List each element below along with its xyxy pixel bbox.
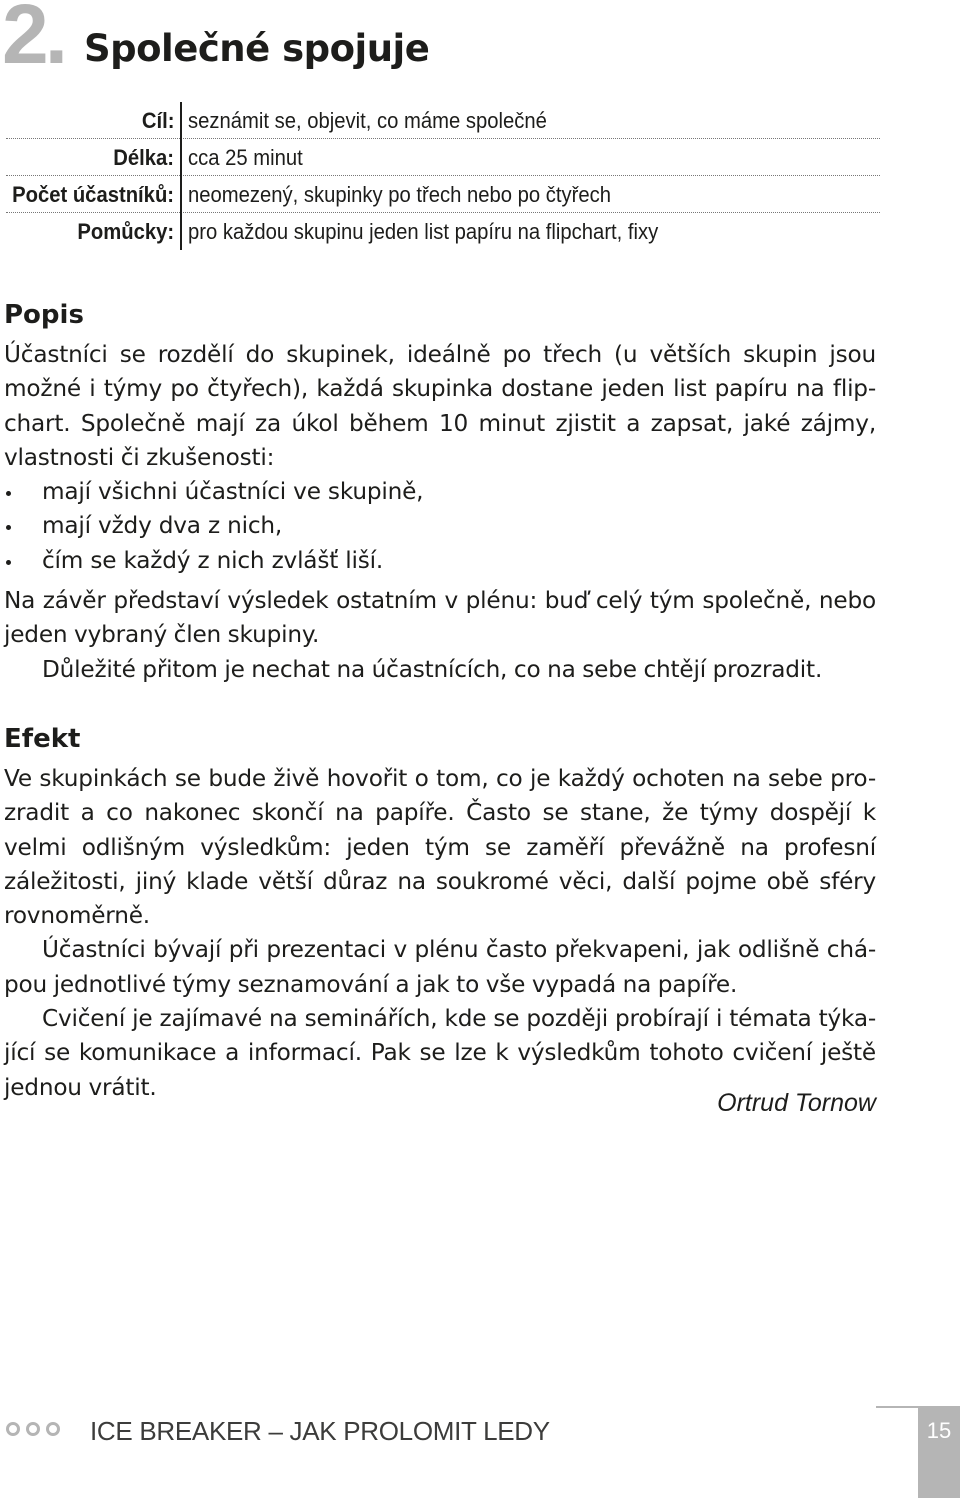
activity-meta [0,102,880,250]
paragraph: Důležité přitom je nechat na účastnících, co na sebe chtějí prozradit. [42,655,823,683]
meta-value: neomezený, skupinky po třech nebo po čtyřech [188,182,612,207]
paragraph: Ve skupinkách se bude živě hovořit o tom, co je každý ochoten na sebe pro-zradit a co nakonec skončí na papíře. Často se stane, že týmy dospějí k velmi odlišným výsledkům: jeden tým se zaměří převážně na profesní záležitosti, jiný klade větší důraz na soukromé věci, další pojme obě sféry rovnoměrně. [4,765,876,930]
meta-row-goal [0,102,880,139]
section-heading: Popis [4,300,84,330]
circle-icon [26,1422,40,1436]
section-efekt [4,722,876,1105]
list-item: mají všichni účastníci ve skupině, [4,475,876,509]
page-number-rule [876,1406,918,1408]
circle-icon [6,1422,20,1436]
list-item: mají vždy dva z nich, [4,509,876,543]
book-title: ICE BREAKER – JAK PROLOMIT LEDY [90,1416,550,1446]
meta-label: Cíl: [141,108,174,133]
chapter-title: Společné spojuje [84,27,430,70]
meta-row-materials [0,213,880,250]
meta-divider [180,102,182,250]
meta-row-duration [0,139,880,176]
page-footer [0,1400,960,1498]
paragraph: Cvičení je zajímavé na seminářích, kde se později probírají i témata týka-jící se komunikace a informací. Pak se lze k výsledkům tohoto cvičení ještě jednou vrátit. [4,1005,876,1101]
meta-value: cca 25 minut [188,145,303,170]
section-popis [4,298,876,687]
meta-row-participants [0,176,880,213]
author-signature: Ortrud Tornow [717,1089,876,1117]
chapter-number: 2. [2,0,65,81]
list-item: čím se každý z nich zvlášť liší. [4,544,876,578]
meta-label: Počet účastníků: [12,182,174,207]
chapter-header [0,0,960,90]
meta-value: seznámit se, objevit, co máme společné [188,108,547,133]
paragraph: Na závěr představí výsledek ostatním v plénu: buď celý tým společně, nebo jeden vybraný člen skupiny. [4,587,876,649]
paragraph: Účastníci se rozdělí do skupinek, ideálně po třech (u větších skupin jsou možné i týmy po čtyřech), každá skupinka dostane jeden list papíru na flip-chart. Společně mají za úkol během 10 minut zjistit a zapsat, jaké zájmy, vlastnosti či zkušenosti: [4,341,876,471]
meta-label: Pomůcky: [77,219,174,244]
paragraph: Účastníci bývají při prezentaci v plénu často překvapeni, jak odlišně chá-pou jednotlivé týmy seznamování a jak to vše vypadá na papíře. [4,936,876,998]
footer-dots-icon [6,1422,60,1436]
page-number: 15 [926,1418,952,1443]
meta-label: Délka: [113,145,174,170]
bullet-list [4,475,876,578]
circle-icon [46,1422,60,1436]
meta-value: pro každou skupinu jeden list papíru na flipchart, fixy [188,219,659,244]
section-heading: Efekt [4,724,81,754]
